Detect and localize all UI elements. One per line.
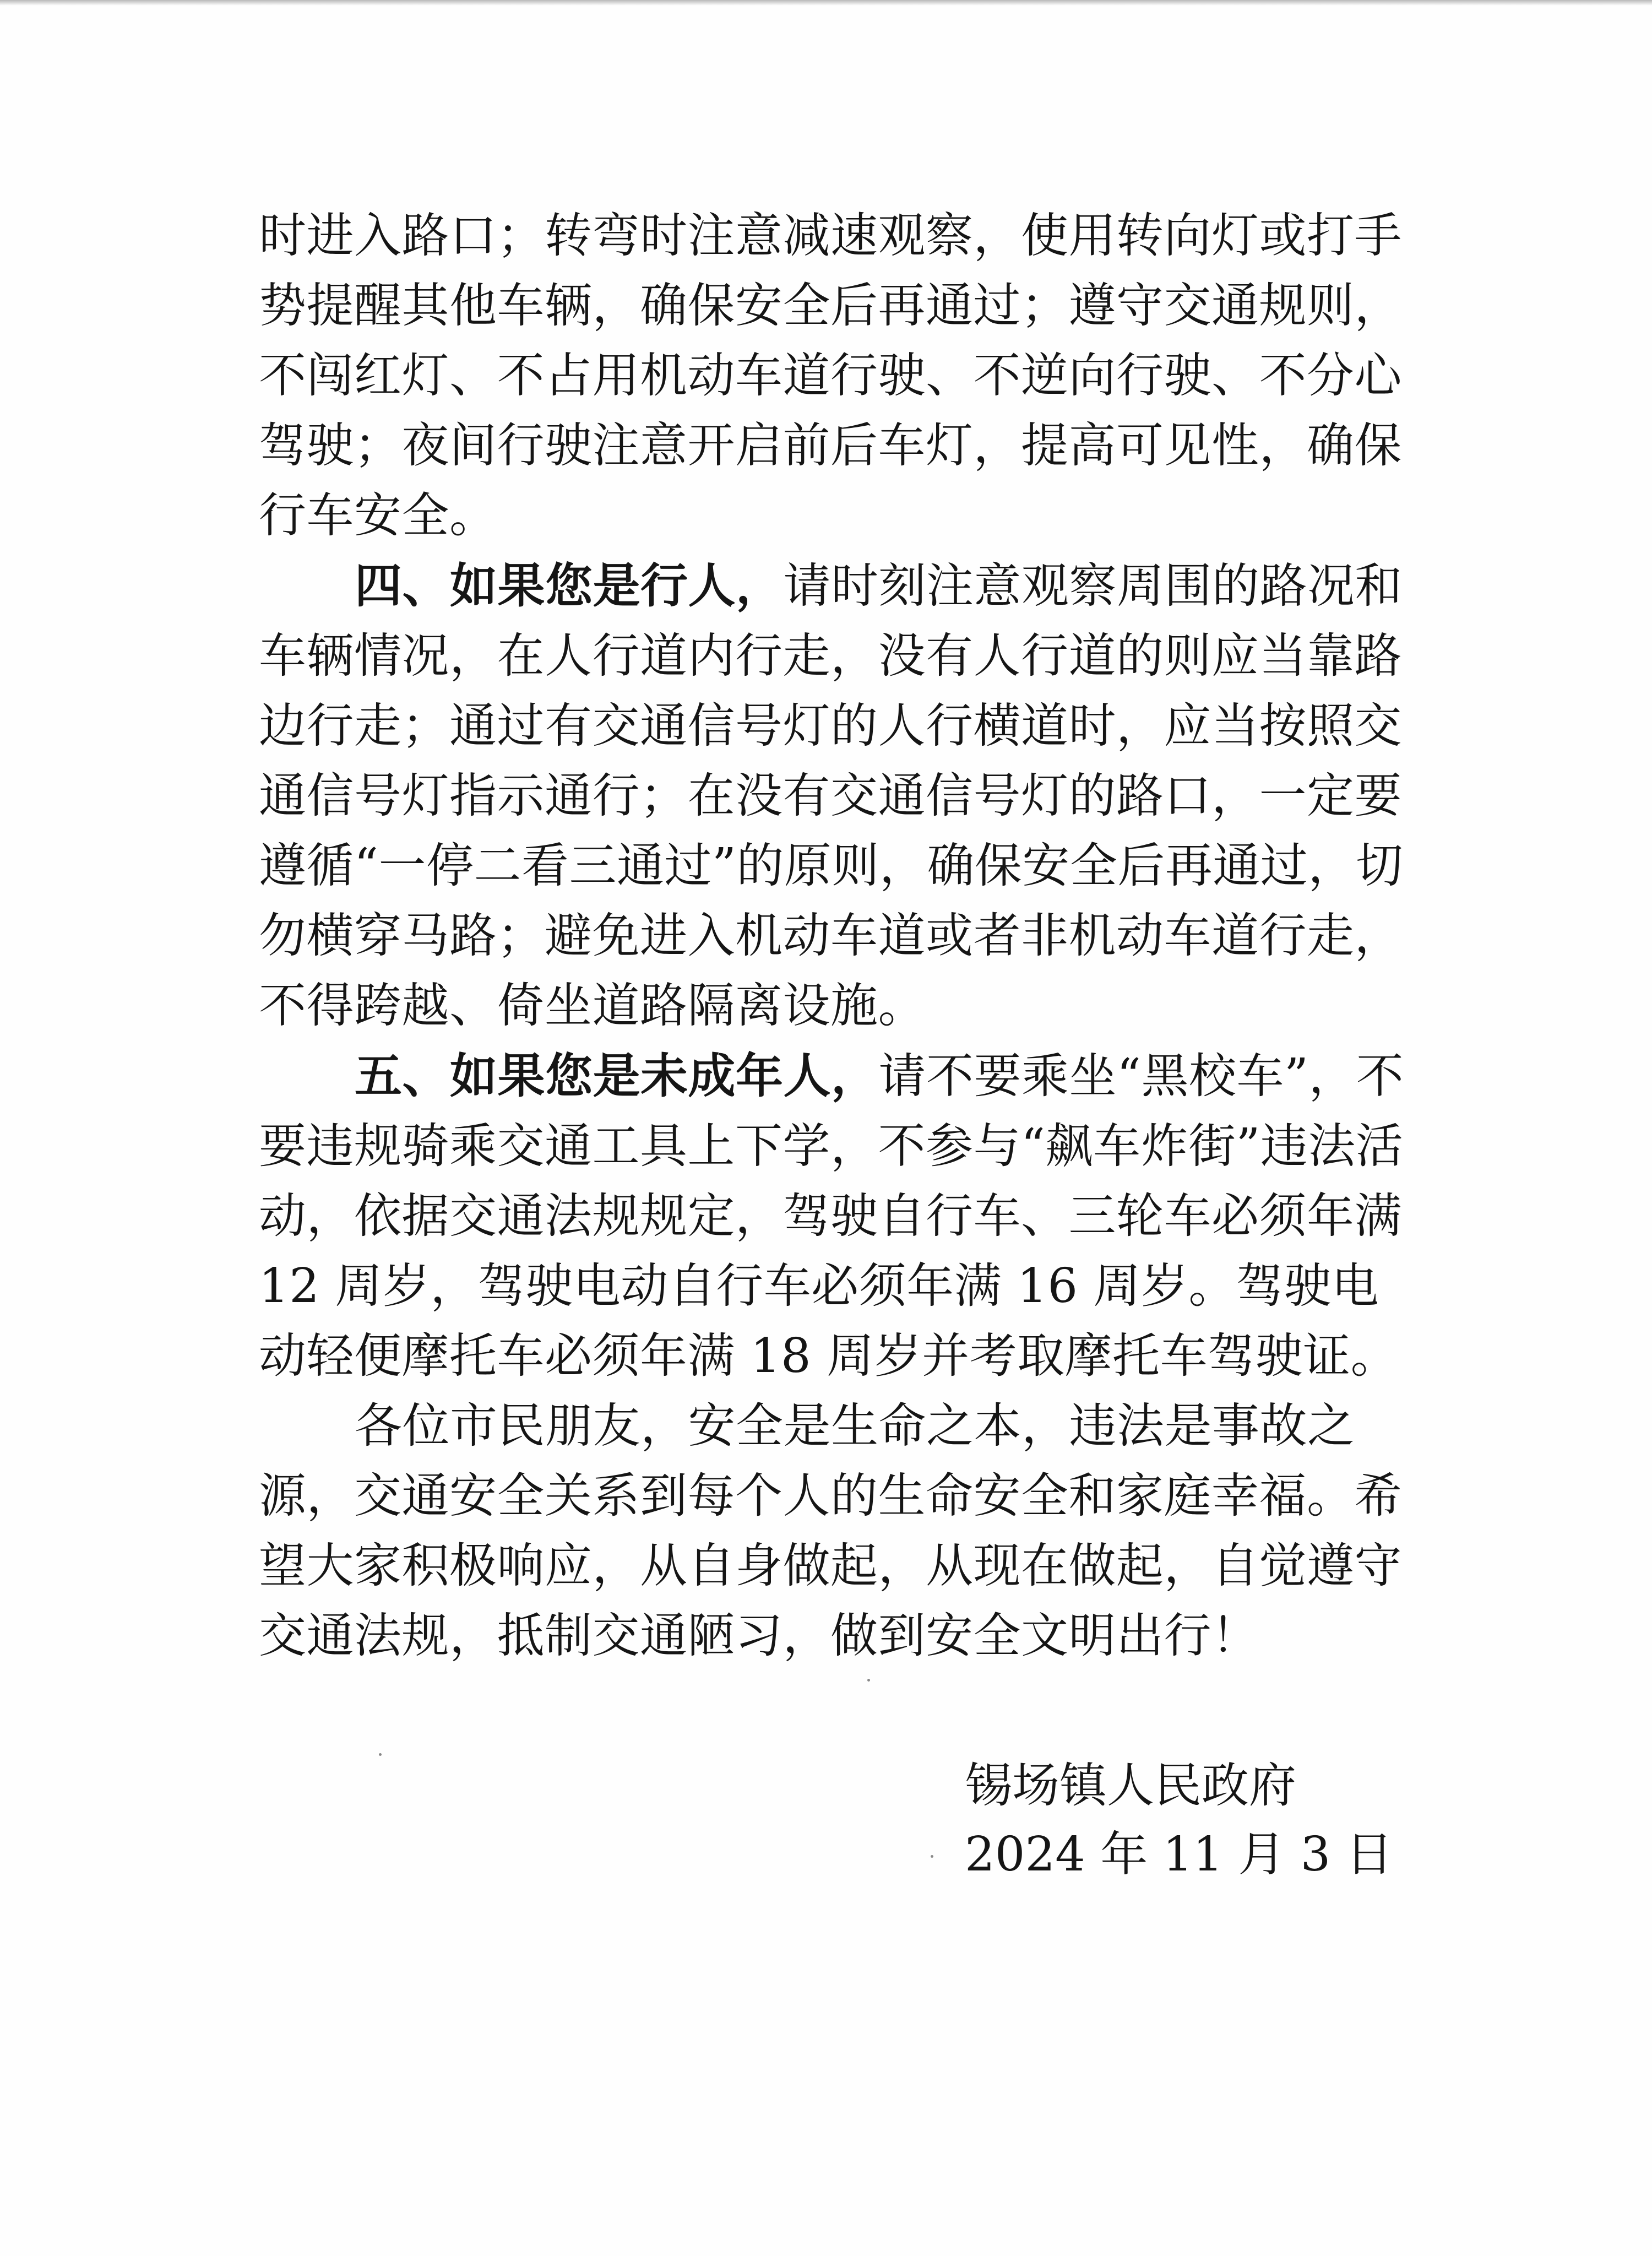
signature-block: [965, 1751, 1393, 1889]
paragraph-text: 时进入路口；转弯时注意减速观察，使用转向灯或打手势提醒其他车辆，确保安全后再通过；遵守交通规则，不闯红灯、不占用机动车道行驶、不逆向行驶、不分心驾驶；夜间行驶注意开启前后车灯，提高可见性，确保行车安全。: [259, 208, 1402, 543]
paragraph-minor: [259, 1041, 1412, 1391]
paragraph-text: 请时刻注意观察周围的路况和车辆情况，在人行道内行走，没有人行道的则应当靠路边行走；通过有交通信号灯的人行横道时，应当按照交通信号灯指示通行；在没有交通信号灯的路口，一定要遵循“一停二看三通过”的原则，确保安全后再通过，切勿横穿马路；避免进入机动车道或者非机动车道行走，不得跨越、倚坐道路隔离设施。: [259, 558, 1404, 1033]
paragraph-text: 请不要乘坐“黑校车”，不要违规骑乘交通工具上下学，不参与“飙车炸街”违法活动，依据交通法规规定，驾驶自行车、三轮车必须年满 12 周岁，驾驶电动自行车必须年满 16 周岁。驾驶电动轻便摩托车必须年满 18 周岁并考取摩托车驾驶证。: [259, 1049, 1404, 1384]
scan-speck: [931, 1855, 933, 1858]
issue-date: 2024 年 11 月 3 日: [965, 1827, 1393, 1882]
scan-speck: [867, 1679, 870, 1682]
paragraph-text: 各位市民朋友，安全是生命之本，违法是事故之源，交通安全关系到每个人的生命安全和家庭幸福。希望大家积极响应，从自身做起，从现在做起，自觉遵守交通法规，抵制交通陋习，做到安全文明出行！: [259, 1398, 1402, 1663]
paragraph-continuation: [259, 201, 1412, 551]
paragraph-heading: 四、如果您是行人，: [355, 558, 784, 614]
scan-speck: [379, 1753, 382, 1756]
scan-edge-shadow: [0, 0, 1652, 6]
document-body: [259, 201, 1412, 1671]
paragraph-heading: 五、如果您是未成年人，: [355, 1048, 879, 1104]
paragraph-pedestrian: [259, 551, 1412, 1041]
paragraph-closing: [259, 1391, 1412, 1671]
issuer-name: 锡场镇人民政府: [965, 1758, 1296, 1813]
